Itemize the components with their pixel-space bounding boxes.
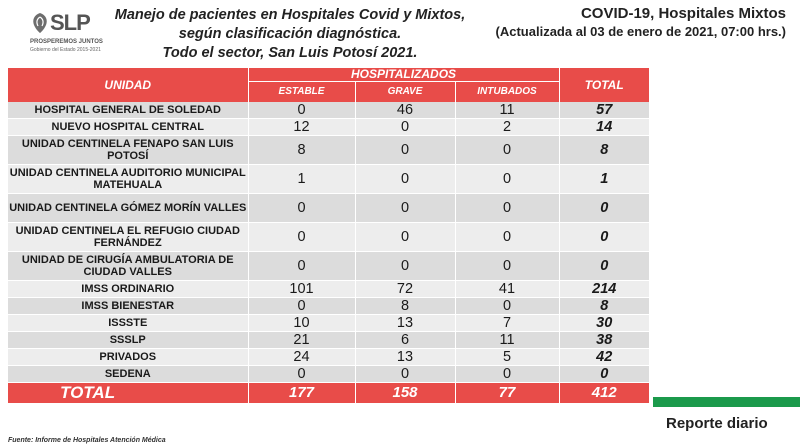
grave-value: 0 bbox=[355, 193, 455, 222]
total-value: 14 bbox=[559, 118, 649, 135]
estable-value: 0 bbox=[248, 365, 355, 382]
table-row bbox=[8, 365, 649, 382]
source-note: Fuente: Informe de Hospitales Atención Médica bbox=[8, 437, 166, 444]
title-line-2: según clasificación diagnóstica. bbox=[178, 26, 402, 42]
unidad-name: PRIVADOS bbox=[8, 348, 248, 365]
grave-value: 0 bbox=[355, 164, 455, 193]
report-title bbox=[110, 6, 470, 63]
unidad-name: ISSSTE bbox=[8, 314, 248, 331]
col-header-hospitalizados: HOSPITALIZADOS bbox=[248, 68, 559, 82]
total-total: 412 bbox=[559, 382, 649, 403]
total-intubados: 77 bbox=[455, 382, 559, 403]
reporte-diario-label: Reporte diario bbox=[666, 415, 768, 432]
col-header-grave: GRAVE bbox=[355, 82, 455, 102]
slp-logo bbox=[30, 8, 105, 56]
table-row bbox=[8, 348, 649, 365]
estable-value: 0 bbox=[248, 193, 355, 222]
table-row bbox=[8, 193, 649, 222]
total-value: 0 bbox=[559, 193, 649, 222]
grave-value: 0 bbox=[355, 135, 455, 164]
grave-value: 6 bbox=[355, 331, 455, 348]
estable-value: 21 bbox=[248, 331, 355, 348]
intubados-value: 7 bbox=[455, 314, 559, 331]
estable-value: 0 bbox=[248, 251, 355, 280]
total-value: 0 bbox=[559, 365, 649, 382]
col-header-intubados: INTUBADOS bbox=[455, 82, 559, 102]
estable-value: 12 bbox=[248, 118, 355, 135]
estable-value: 0 bbox=[248, 222, 355, 251]
table-row bbox=[8, 118, 649, 135]
right-title-main: COVID-19, Hospitales Mixtos bbox=[580, 5, 786, 22]
grave-value: 0 bbox=[355, 365, 455, 382]
title-line-3: Todo el sector, San Luis Potosí 2021. bbox=[162, 45, 418, 61]
intubados-value: 0 bbox=[455, 135, 559, 164]
logo-tagline: PROSPEREMOS JUNTOS bbox=[30, 39, 103, 45]
intubados-value: 2 bbox=[455, 118, 559, 135]
total-value: 57 bbox=[559, 102, 649, 119]
intubados-value: 41 bbox=[455, 280, 559, 297]
estable-value: 24 bbox=[248, 348, 355, 365]
logo-subtitle: Gobierno del Estado 2015-2021 bbox=[30, 47, 101, 53]
total-estable: 177 bbox=[248, 382, 355, 403]
intubados-value: 5 bbox=[455, 348, 559, 365]
total-value: 0 bbox=[559, 251, 649, 280]
total-label: TOTAL bbox=[8, 382, 248, 403]
table-row bbox=[8, 314, 649, 331]
right-title bbox=[496, 5, 786, 41]
col-header-total: TOTAL bbox=[559, 68, 649, 102]
intubados-value: 11 bbox=[455, 331, 559, 348]
unidad-name: HOSPITAL GENERAL DE SOLEDAD bbox=[8, 102, 248, 119]
unidad-name: UNIDAD CENTINELA GÓMEZ MORÍN VALLES bbox=[8, 193, 248, 222]
col-header-unidad: UNIDAD bbox=[8, 68, 248, 102]
unidad-name: NUEVO HOSPITAL CENTRAL bbox=[8, 118, 248, 135]
unidad-name: SSSLP bbox=[8, 331, 248, 348]
grave-value: 72 bbox=[355, 280, 455, 297]
table-row bbox=[8, 251, 649, 280]
table-row bbox=[8, 331, 649, 348]
right-title-date: (Actualizada al 03 de enero de 2021, 07:00 hrs.) bbox=[495, 24, 786, 39]
unidad-name: UNIDAD CENTINELA FENAPO SAN LUIS POTOSÍ bbox=[8, 135, 248, 164]
estable-value: 0 bbox=[248, 102, 355, 119]
estable-value: 101 bbox=[248, 280, 355, 297]
table-row bbox=[8, 135, 649, 164]
unidad-name: IMSS BIENESTAR bbox=[8, 297, 248, 314]
total-value: 8 bbox=[559, 135, 649, 164]
table-row bbox=[8, 297, 649, 314]
grave-value: 13 bbox=[355, 348, 455, 365]
total-value: 30 bbox=[559, 314, 649, 331]
grave-value: 46 bbox=[355, 102, 455, 119]
total-value: 0 bbox=[559, 222, 649, 251]
table-row bbox=[8, 102, 649, 119]
title-line-1: Manejo de pacientes en Hospitales Covid y Mixtos, bbox=[114, 7, 466, 23]
intubados-value: 0 bbox=[455, 297, 559, 314]
total-value: 214 bbox=[559, 280, 649, 297]
grave-value: 0 bbox=[355, 251, 455, 280]
total-value: 42 bbox=[559, 348, 649, 365]
slp-emblem-icon bbox=[30, 12, 50, 34]
col-header-estable: ESTABLE bbox=[248, 82, 355, 102]
grave-value: 8 bbox=[355, 297, 455, 314]
table-row bbox=[8, 280, 649, 297]
estable-value: 1 bbox=[248, 164, 355, 193]
logo-text: SLP bbox=[50, 10, 90, 35]
total-row bbox=[8, 382, 649, 403]
intubados-value: 0 bbox=[455, 251, 559, 280]
table-row bbox=[8, 164, 649, 193]
table-row bbox=[8, 222, 649, 251]
intubados-value: 0 bbox=[455, 365, 559, 382]
intubados-value: 0 bbox=[455, 222, 559, 251]
total-value: 38 bbox=[559, 331, 649, 348]
grave-value: 0 bbox=[355, 118, 455, 135]
estable-value: 0 bbox=[248, 297, 355, 314]
total-grave: 158 bbox=[355, 382, 455, 403]
hospitals-table bbox=[8, 68, 649, 403]
total-value: 8 bbox=[559, 297, 649, 314]
estable-value: 8 bbox=[248, 135, 355, 164]
green-accent-bar bbox=[653, 397, 800, 407]
estable-value: 10 bbox=[248, 314, 355, 331]
total-value: 1 bbox=[559, 164, 649, 193]
intubados-value: 0 bbox=[455, 193, 559, 222]
unidad-name: UNIDAD CENTINELA AUDITORIO MUNICIPAL MATEHUALA bbox=[8, 164, 248, 193]
unidad-name: IMSS ORDINARIO bbox=[8, 280, 248, 297]
intubados-value: 11 bbox=[455, 102, 559, 119]
grave-value: 13 bbox=[355, 314, 455, 331]
unidad-name: UNIDAD DE CIRUGÍA AMBULATORIA DE CIUDAD VALLES bbox=[8, 251, 248, 280]
unidad-name: SEDENA bbox=[8, 365, 248, 382]
grave-value: 0 bbox=[355, 222, 455, 251]
intubados-value: 0 bbox=[455, 164, 559, 193]
unidad-name: UNIDAD CENTINELA EL REFUGIO CIUDAD FERNÁNDEZ bbox=[8, 222, 248, 251]
